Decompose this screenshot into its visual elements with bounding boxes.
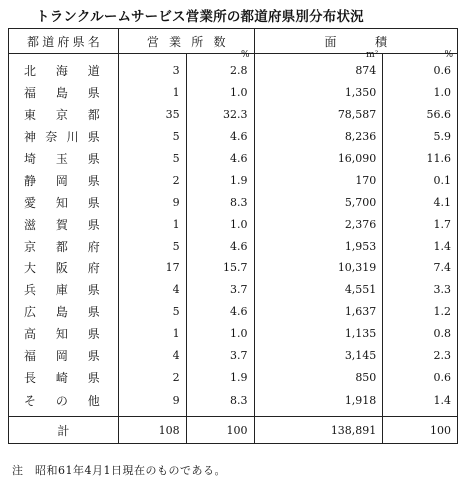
area-cell: 78,587 xyxy=(254,104,383,126)
prefecture-cell: 長崎県 xyxy=(9,366,119,388)
office-pct-cell: 4.6 xyxy=(186,235,254,257)
header-row xyxy=(9,29,458,54)
area-cell: 4,551 xyxy=(254,279,383,301)
prefecture-cell: 愛知県 xyxy=(9,191,119,213)
table-row xyxy=(9,366,458,388)
area-pct-cell: 0.8 xyxy=(383,323,458,345)
office-count-cell: 1 xyxy=(118,82,186,104)
total-pct: 100 xyxy=(186,417,254,444)
table-row xyxy=(9,323,458,345)
office-pct-cell: 1.9 xyxy=(186,366,254,388)
area-cell: 2,376 xyxy=(254,213,383,235)
area-cell: 850 xyxy=(254,366,383,388)
prefecture-cell: 神奈川県 xyxy=(9,126,119,148)
table-row xyxy=(9,235,458,257)
office-count-cell: 5 xyxy=(118,301,186,323)
header-office-count: 営業所数 xyxy=(118,29,254,54)
office-count-cell: 5 xyxy=(118,126,186,148)
table-row xyxy=(9,191,458,213)
office-count-cell: 1 xyxy=(118,323,186,345)
office-count-cell: 9 xyxy=(118,388,186,417)
area-cell: 16,090 xyxy=(254,148,383,170)
table-row xyxy=(9,213,458,235)
prefecture-cell: 大阪府 xyxy=(9,257,119,279)
prefecture-cell: 福島県 xyxy=(9,82,119,104)
pct-unit: % xyxy=(240,50,250,60)
area-cell: 1,637 xyxy=(254,301,383,323)
office-pct-cell: 3.7 xyxy=(186,345,254,367)
office-pct-cell: 1.9 xyxy=(186,169,254,191)
area-cell: 1,350 xyxy=(254,82,383,104)
total-area: 138,891 xyxy=(254,417,383,444)
area-pct-cell xyxy=(383,50,458,82)
cell-value: 0.6 xyxy=(433,64,451,78)
prefecture-cell: 広島県 xyxy=(9,301,119,323)
table-row xyxy=(9,148,458,170)
office-pct-cell xyxy=(186,50,254,82)
office-pct-cell: 1.0 xyxy=(186,323,254,345)
prefecture-cell: 福岡県 xyxy=(9,345,119,367)
header-area: 面積 xyxy=(254,29,457,54)
distribution-table xyxy=(8,28,458,444)
office-count-cell: 2 xyxy=(118,169,186,191)
area-pct-cell: 1.7 xyxy=(383,213,458,235)
area-cell: 8,236 xyxy=(254,126,383,148)
header-prefecture: 都道府県名 xyxy=(9,29,119,54)
area-cell: 1,918 xyxy=(254,388,383,417)
area-pct-cell: 4.1 xyxy=(383,191,458,213)
area-pct-cell: 56.6 xyxy=(383,104,458,126)
table-row xyxy=(9,169,458,191)
table-row xyxy=(9,54,458,82)
area-pct-cell: 1.4 xyxy=(383,235,458,257)
office-count-cell: 5 xyxy=(118,148,186,170)
office-pct-cell: 4.6 xyxy=(186,301,254,323)
total-area-pct: 100 xyxy=(383,417,458,444)
office-count-cell: 2 xyxy=(118,366,186,388)
table-row xyxy=(9,279,458,301)
prefecture-cell: 埼玉県 xyxy=(9,148,119,170)
table-row xyxy=(9,345,458,367)
cell-value: 874 xyxy=(355,64,377,78)
area-pct-cell: 7.4 xyxy=(383,257,458,279)
prefecture-cell: 京都府 xyxy=(9,235,119,257)
prefecture-cell: 高知県 xyxy=(9,323,119,345)
area-pct-cell: 5.9 xyxy=(383,126,458,148)
area-pct-cell: 3.3 xyxy=(383,279,458,301)
area-cell xyxy=(254,50,383,82)
prefecture-cell: 北海道 xyxy=(9,54,119,82)
office-pct-cell: 32.3 xyxy=(186,104,254,126)
office-pct-cell: 15.7 xyxy=(186,257,254,279)
area-pct-cell: 0.1 xyxy=(383,169,458,191)
prefecture-cell: 兵庫県 xyxy=(9,279,119,301)
area-pct-cell: 11.6 xyxy=(383,148,458,170)
office-count-cell: 5 xyxy=(118,235,186,257)
area-pct-cell: 1.0 xyxy=(383,82,458,104)
area-cell: 5,700 xyxy=(254,191,383,213)
area-pct-cell: 1.4 xyxy=(383,388,458,417)
prefecture-cell: 静岡県 xyxy=(9,169,119,191)
office-count-cell: 35 xyxy=(118,104,186,126)
area-cell: 1,135 xyxy=(254,323,383,345)
office-count-cell: 1 xyxy=(118,213,186,235)
office-pct-cell: 8.3 xyxy=(186,388,254,417)
office-count-cell: 4 xyxy=(118,345,186,367)
table-row xyxy=(9,126,458,148)
area-pct-cell: 0.6 xyxy=(383,366,458,388)
footnote: 注 昭和61年4月1日現在のものである。 xyxy=(12,464,226,477)
table-row xyxy=(9,104,458,126)
area-pct-cell: 1.2 xyxy=(383,301,458,323)
office-count-cell: 17 xyxy=(118,257,186,279)
area-cell: 170 xyxy=(254,169,383,191)
prefecture-cell: その他 xyxy=(9,388,119,417)
cell-value: 2.8 xyxy=(230,64,248,78)
office-pct-cell: 4.6 xyxy=(186,148,254,170)
office-pct-cell: 4.6 xyxy=(186,126,254,148)
office-count-cell: 3 xyxy=(118,54,186,82)
prefecture-cell: 東京都 xyxy=(9,104,119,126)
table-row xyxy=(9,82,458,104)
office-pct-cell: 1.0 xyxy=(186,82,254,104)
area-unit: m² xyxy=(366,50,379,60)
area-cell: 3,145 xyxy=(254,345,383,367)
office-count-cell: 9 xyxy=(118,191,186,213)
table-title: トランクルームサービス営業所の都道府県別分布状況 xyxy=(36,9,364,25)
office-pct-cell: 1.0 xyxy=(186,213,254,235)
area-cell: 10,319 xyxy=(254,257,383,279)
table-row xyxy=(9,301,458,323)
table-row xyxy=(9,257,458,279)
office-pct-cell: 3.7 xyxy=(186,279,254,301)
area-cell: 1,953 xyxy=(254,235,383,257)
office-pct-cell: 8.3 xyxy=(186,191,254,213)
total-label: 計 xyxy=(9,417,119,444)
area-pct-unit: % xyxy=(444,50,453,60)
table-row xyxy=(9,388,458,417)
prefecture-cell: 滋賀県 xyxy=(9,213,119,235)
office-count-cell: 4 xyxy=(118,279,186,301)
area-pct-cell: 2.3 xyxy=(383,345,458,367)
total-row xyxy=(9,417,458,444)
total-count: 108 xyxy=(118,417,186,444)
